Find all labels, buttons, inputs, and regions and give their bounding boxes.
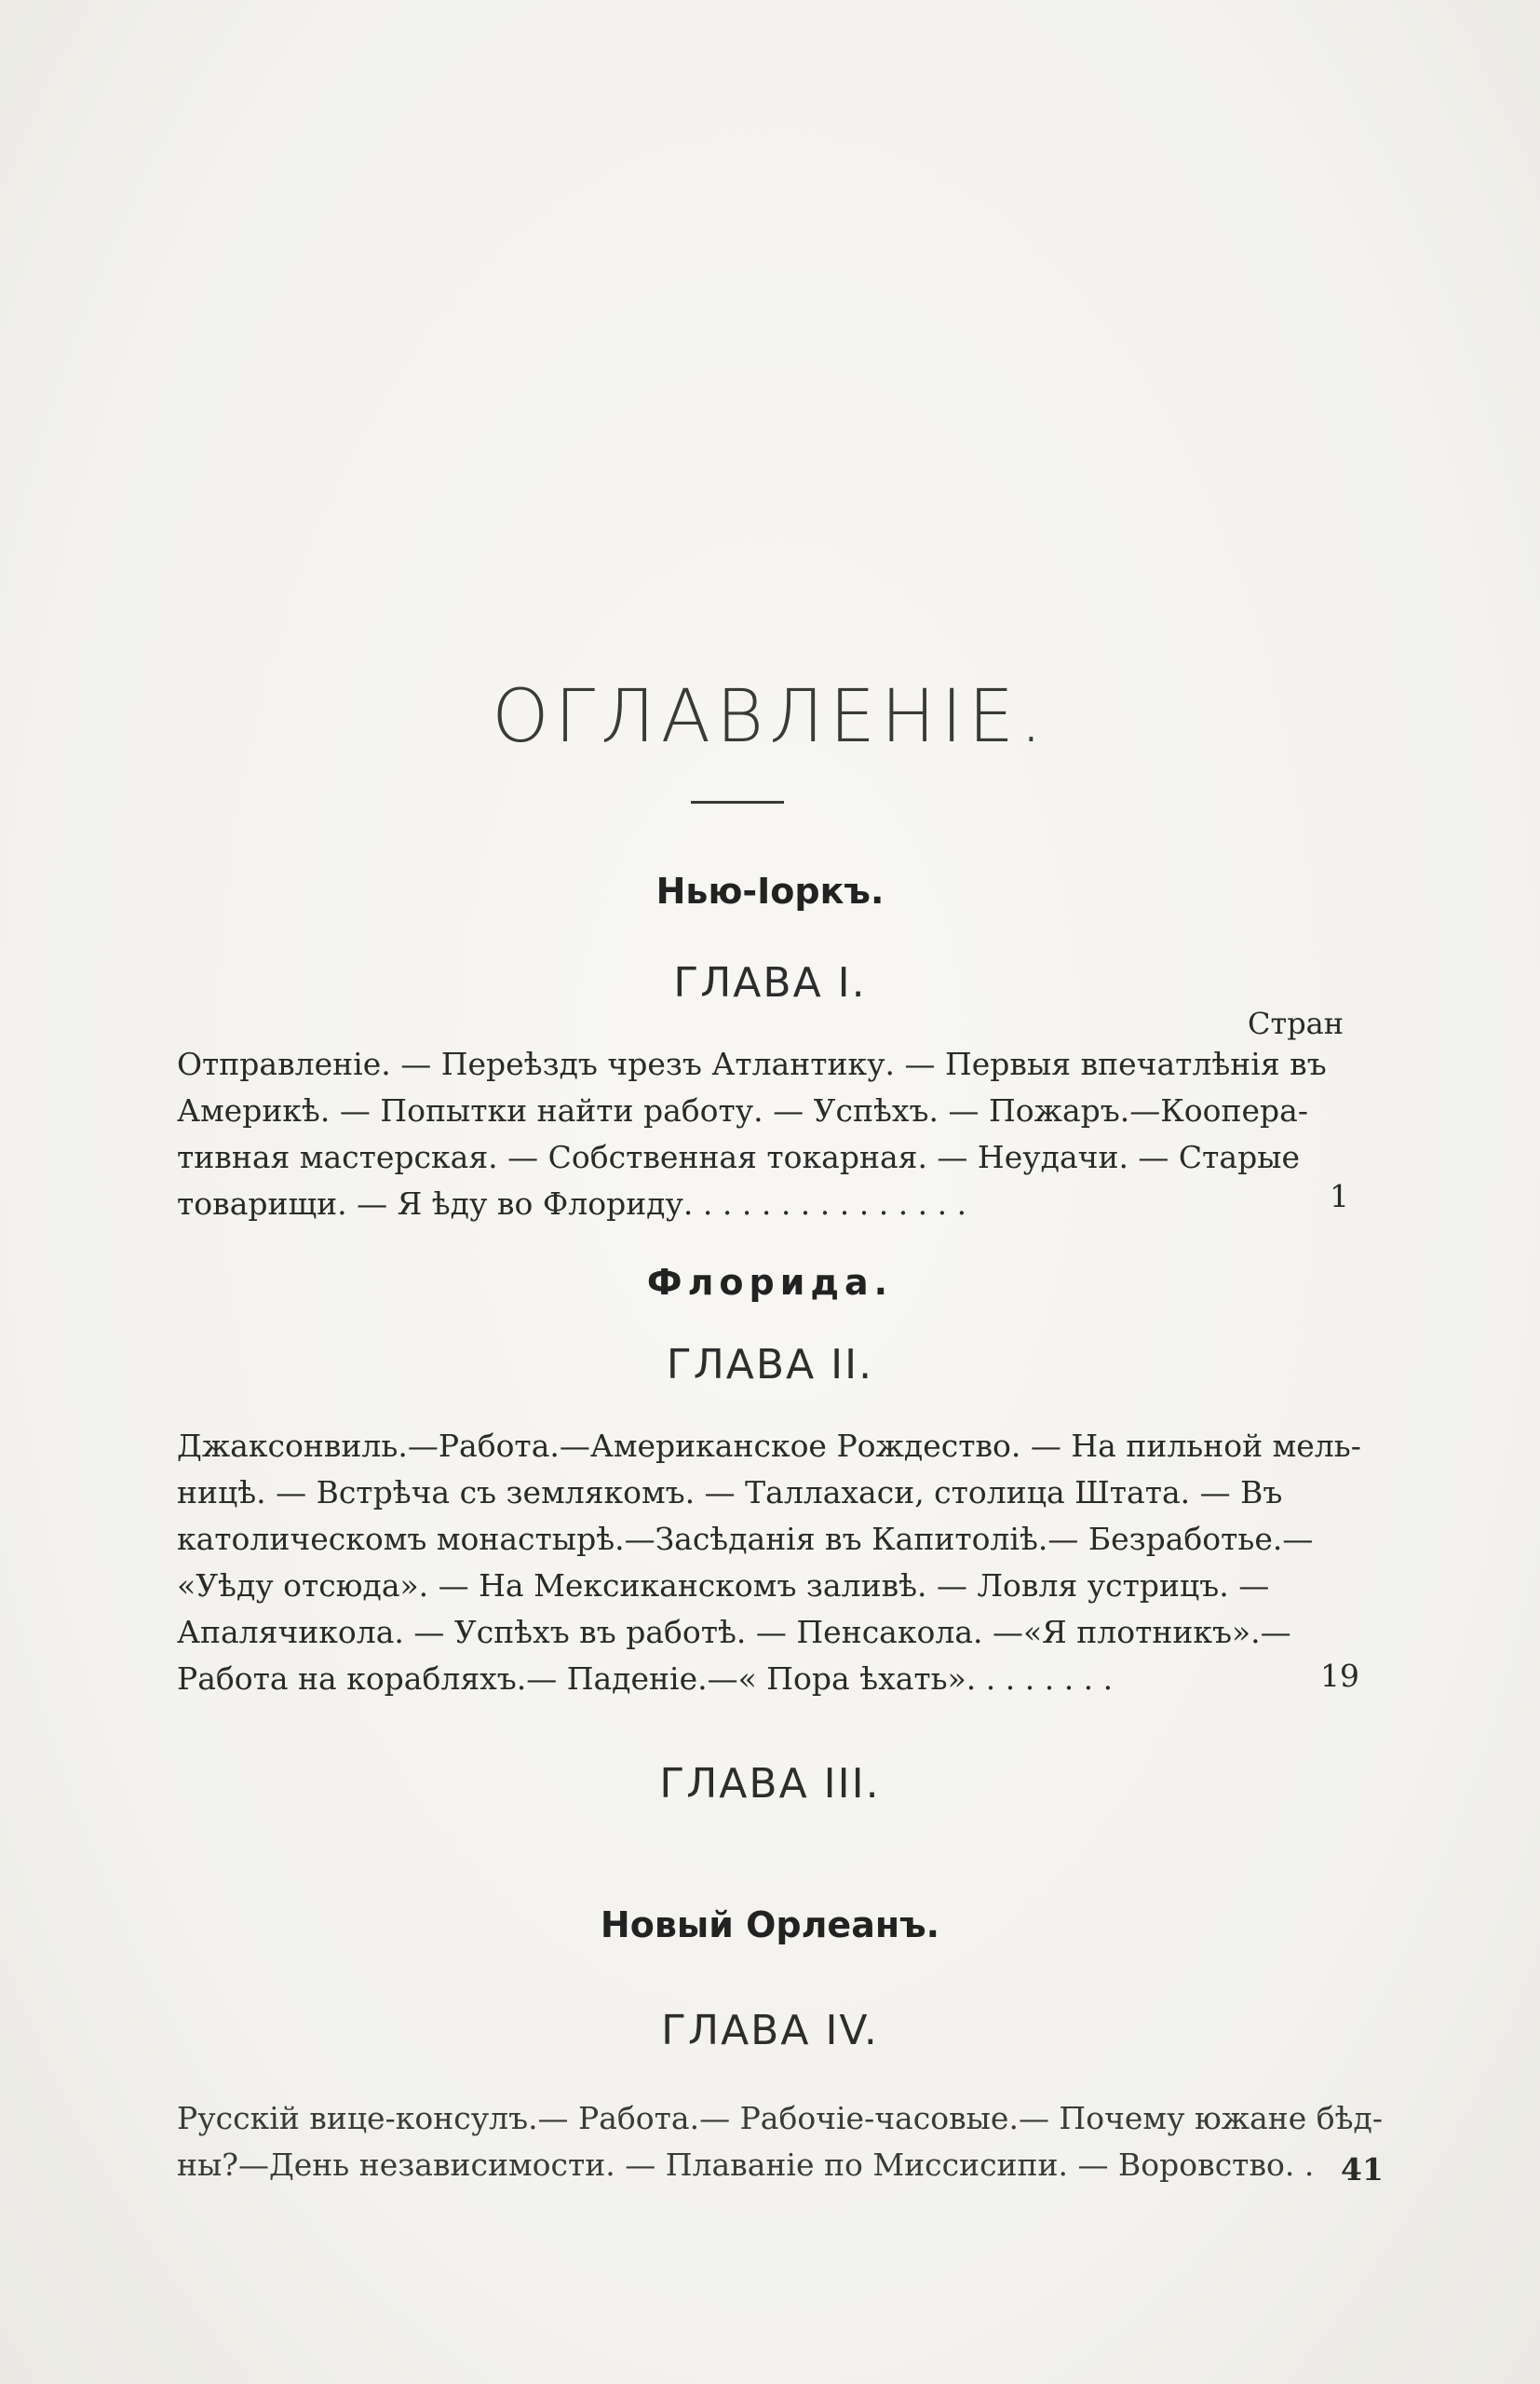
toc-line: «Уѣду отсюда». — На Мексиканскомъ заливѣ. — Ловля устрицъ. — bbox=[177, 1567, 1270, 1604]
toc-line: ны?—День независимости. — Плаваніе по Миссисипи. — Воровство. . bbox=[177, 2147, 1315, 2183]
page-number-chapter-2: 19 bbox=[1320, 1658, 1359, 1694]
chapter-heading-4: ГЛАВА IV. bbox=[661, 2007, 879, 2054]
toc-line: Джаксонвиль.—Работа.—Американское Рождество. — На пильной мель- bbox=[177, 1428, 1361, 1464]
chapter-heading-1: ГЛАВА I. bbox=[673, 959, 867, 1007]
toc-entry-chapter-1 bbox=[177, 1041, 1327, 1227]
toc-line: товарищи. — Я ѣду во Флориду. . . . . . . . . . . . . . . bbox=[177, 1185, 967, 1222]
toc-line: ницѣ. — Встрѣча съ землякомъ. — Таллахаси, столица Штата. — Въ bbox=[177, 1474, 1283, 1510]
title-divider bbox=[691, 801, 784, 804]
section-heading-new-orleans: Новый Орлеанъ. bbox=[600, 1904, 940, 1945]
toc-line: Отправленіе. — Переѣздъ чрезъ Атлантику. — Первыя впечатлѣнія въ bbox=[177, 1046, 1327, 1082]
toc-line: Работа на корабляхъ.— Паденіе.—« Пора ѣхать». . . . . . . . bbox=[177, 1660, 1114, 1697]
section-heading-florida: Флорида. bbox=[646, 1262, 894, 1303]
toc-line: тивная мастерская. — Собственная токарная. — Неудачи. — Старые bbox=[177, 1139, 1301, 1175]
chapter-heading-3: ГЛАВА III. bbox=[659, 1760, 881, 1808]
chapter-heading-2: ГЛАВА II. bbox=[666, 1341, 874, 1388]
toc-line: Америкѣ. — Попытки найти работу. — Успѣхъ. — Пожаръ.—Коопера- bbox=[177, 1092, 1308, 1129]
page-number-chapter-4: 41 bbox=[1341, 2151, 1384, 2188]
section-heading-new-york: Нью-Іоркъ. bbox=[655, 871, 885, 912]
toc-line: католическомъ монастырѣ.—Засѣданія въ Капитоліѣ.— Безработье.— bbox=[177, 1521, 1314, 1557]
page-number-chapter-1: 1 bbox=[1330, 1178, 1349, 1214]
page-column-header: Стран bbox=[1248, 1006, 1344, 1041]
toc-line: Русскій вице-консулъ.— Работа.— Рабочіе-часовые.— Почему южане бѣд- bbox=[177, 2100, 1384, 2136]
page-title: ОГЛАВЛЕНІЕ. bbox=[492, 675, 1048, 759]
toc-line: Апалячикола. — Успѣхъ въ работѣ. — Пенсакола. —«Я плотникъ».— bbox=[177, 1614, 1291, 1650]
